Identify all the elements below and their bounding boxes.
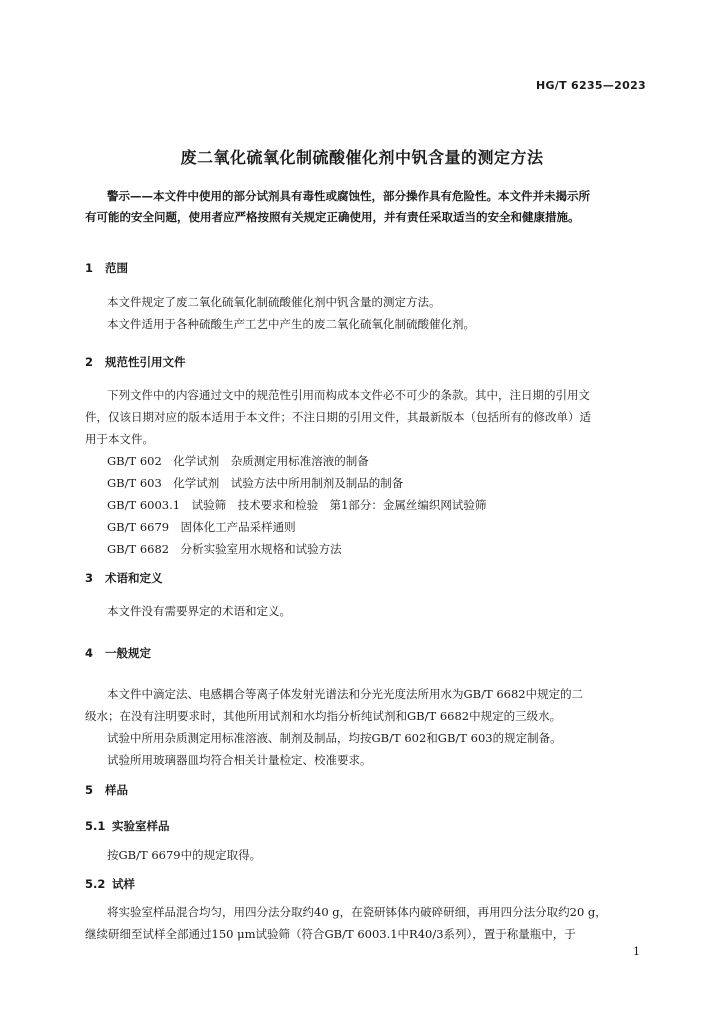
reference-item: GB/T 6682 分析实验室用水规格和试验方法 (107, 542, 342, 556)
warning-line: 警示——本文件中使用的部分试剂具有毒性或腐蚀性，部分操作具有危险性。本文件并未揭示所 (107, 189, 590, 203)
reference-item: GB/T 603 化学试剂 试验方法中所用制剂及制品的制备 (107, 476, 404, 490)
warning-line: 有可能的安全问题，使用者应严格按照有关规定正确使用，并有责任采取适当的安全和健康措施。 (85, 210, 580, 224)
section-number: 4 (85, 646, 94, 660)
section-5-heading (85, 782, 128, 798)
standard-number: HG/T 6235—2023 (535, 79, 646, 92)
section-2-heading (85, 354, 186, 370)
paragraph-line: 按GB/T 6679中的规定取得。 (107, 848, 262, 862)
section-number: 5.2 (85, 877, 106, 891)
warning-notice (85, 186, 645, 228)
section-1-body (85, 291, 645, 335)
paragraph-line: 本文件中滴定法、电感耦合等离子体发射光谱法和分光光度法所用水为GB/T 6682中规定的二 (107, 687, 584, 701)
paragraph-line: 件，仅该日期对应的版本适用于本文件；不注日期的引用文件，其最新版本（包括所有的修改单）适 (85, 410, 591, 424)
section-1-heading (85, 260, 128, 276)
section-number: 3 (85, 571, 94, 585)
paragraph-line: 继续研细至试样全部通过150 μm试验筛（符合GB/T 6003.1中R40/3系列），置于称量瓶中，于 (85, 927, 576, 941)
section-4-body (85, 683, 645, 771)
section-title: 试样 (112, 877, 135, 891)
paragraph-line: 将实验室样品混合均匀，用四分法分取约40 g，在瓷研钵体内破碎研细，再用四分法分取约20 g， (107, 905, 607, 919)
paragraph-line: 试验所用玻璃器皿均符合相关计量检定、校准要求。 (107, 753, 372, 767)
paragraph-line: 下列文件中的内容通过文中的规范性引用而构成本文件必不可少的条款。其中，注日期的引用文 (107, 388, 590, 402)
reference-item: GB/T 602 化学试剂 杂质测定用标准溶液的制备 (107, 454, 369, 468)
section-4-heading (85, 645, 151, 661)
section-number: 1 (85, 261, 94, 275)
section-5-2-heading (85, 876, 135, 892)
paragraph-line: 级水；在没有注明要求时，其他所用试剂和水均指分析纯试剂和GB/T 6682中规定的三级水。 (85, 709, 562, 723)
section-title: 实验室样品 (112, 819, 170, 833)
section-number: 5.1 (85, 819, 106, 833)
section-number: 5 (85, 783, 94, 797)
section-5-2-body (85, 901, 645, 945)
section-5-1-body (85, 844, 645, 866)
section-3-heading (85, 570, 163, 586)
document-title: 废二氧化硫氧化制硫酸催化剂中钒含量的测定方法 (180, 148, 544, 167)
section-5-1-heading (85, 818, 170, 834)
paragraph-line: 本文件没有需要界定的术语和定义。 (107, 604, 291, 618)
section-title: 一般规定 (105, 646, 151, 660)
paragraph-line: 本文件适用于各种硫酸生产工艺中产生的废二氧化硫氧化制硫酸催化剂。 (107, 317, 475, 331)
paragraph-line: 本文件规定了废二氧化硫氧化制硫酸催化剂中钒含量的测定方法。 (107, 295, 441, 309)
section-3-body (85, 600, 645, 622)
paragraph-line: 用于本文件。 (85, 432, 154, 446)
section-title: 范围 (105, 261, 128, 275)
section-title: 规范性引用文件 (105, 355, 186, 369)
paragraph-line: 试验中所用杂质测定用标准溶液、制剂及制品，均按GB/T 602和GB/T 603的规定制备。 (107, 731, 562, 745)
section-title: 样品 (105, 783, 128, 797)
section-number: 2 (85, 355, 94, 369)
reference-item: GB/T 6679 固体化工产品采样通则 (107, 520, 296, 534)
reference-item: GB/T 6003.1 试验筛 技术要求和检验 第1部分：金属丝编织网试验筛 (107, 498, 487, 512)
section-2-body (85, 384, 645, 560)
section-title: 术语和定义 (105, 571, 163, 585)
page-number: 1 (633, 945, 640, 958)
